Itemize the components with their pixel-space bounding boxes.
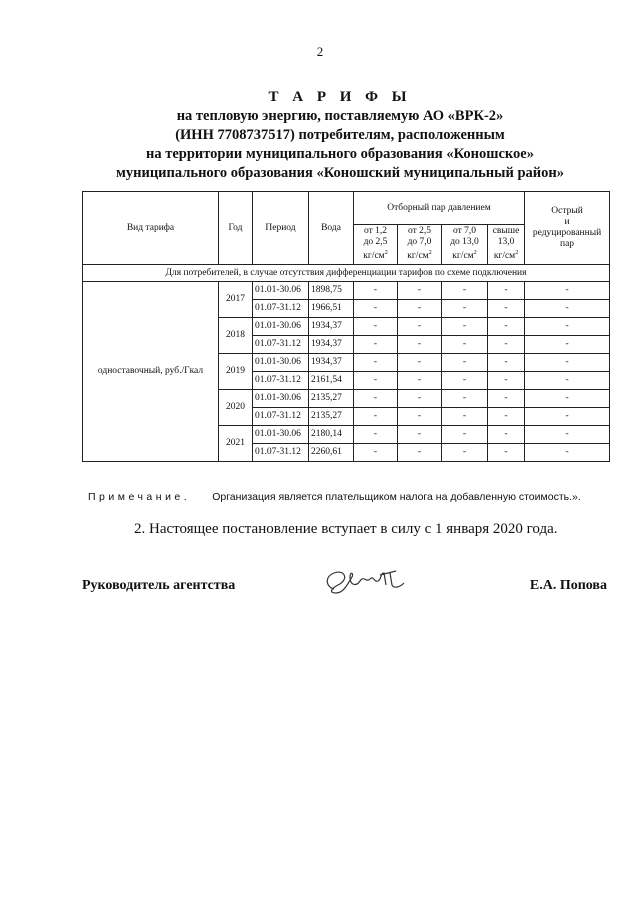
steam-col-line: до 7,0 [407,237,432,248]
dash-cell: - [398,336,442,354]
tariff-label: одноставочный, руб./Гкал [83,282,219,462]
year-cell: 2018 [219,318,253,354]
dash-cell: - [398,444,442,462]
dash-cell: - [525,408,610,426]
steam-col-line: от 2,5 [407,226,432,237]
water-cell: 1934,37 [309,318,354,336]
period-cell: 01.01-30.06 [253,354,309,372]
dash-cell: - [442,300,488,318]
header-steam-group: Отборный пар давлением [354,192,525,225]
dash-cell: - [398,390,442,408]
dash-cell: - [488,426,525,444]
steam-col-unit: $кг/см^2$ [493,250,519,262]
dash-cell: - [488,282,525,300]
document-title [40,88,640,183]
period-cell: 01.07-31.12 [253,336,309,354]
header-sharp-steam-line: Острый [551,206,583,216]
signer-position: Руководитель агентства [82,578,236,593]
water-cell: 2180,14 [309,426,354,444]
year-cell: 2017 [219,282,253,318]
dash-cell: - [354,318,398,336]
period-cell: 01.01-30.06 [253,390,309,408]
dash-cell: - [398,282,442,300]
dash-cell: - [442,372,488,390]
header-tariff-type: Вид тарифа [83,192,219,265]
dash-cell: - [354,390,398,408]
dash-cell: - [442,354,488,372]
title-line: на территории муниципального образования «Коношское» [145,146,534,162]
dash-cell: - [525,372,610,390]
title-line: (ИНН 7708737517) потребителям, расположенным [175,127,505,143]
dash-cell: - [525,354,610,372]
decree-text: 2. Настоящее постановление вступает в силу с 1 января 2020 года. [134,521,558,537]
dash-cell: - [442,336,488,354]
title-line: муниципального образования «Коношский муниципальный район» [115,165,564,181]
dash-cell: - [442,444,488,462]
dash-cell: - [442,318,488,336]
dash-cell: - [488,444,525,462]
dash-cell: - [354,444,398,462]
dash-cell: - [354,426,398,444]
page-number: 2 [316,44,324,59]
dash-cell: - [354,354,398,372]
dash-cell: - [398,300,442,318]
dash-cell: - [398,408,442,426]
steam-col-line: до 2,5 [363,237,388,248]
dash-cell: - [525,318,610,336]
dash-cell: - [442,426,488,444]
section-row: Для потребителей, в случае отсутствия дифференциации тарифов по схеме подключения [83,265,610,282]
water-cell: 2161,54 [309,372,354,390]
dash-cell: - [354,300,398,318]
water-cell: 2135,27 [309,408,354,426]
dash-cell: - [525,444,610,462]
dash-cell: - [525,336,610,354]
header-sharp-steam [525,192,610,265]
dash-cell: - [488,354,525,372]
water-cell: 1966,51 [309,300,354,318]
period-cell: 01.07-31.12 [253,300,309,318]
steam-col-line: 13,0 [497,237,515,248]
dash-cell: - [442,390,488,408]
dash-cell: - [488,318,525,336]
signer-name: Е.А. Попова [529,578,607,593]
dash-cell: - [354,336,398,354]
title-line: на тепловую энергию, поставляемую АО «ВРК-2» [176,108,504,124]
dash-cell: - [488,390,525,408]
period-cell: 01.01-30.06 [253,282,309,300]
dash-cell: - [488,408,525,426]
year-cell: 2020 [219,390,253,426]
header-sharp-steam-line: и [564,217,570,227]
dash-cell: - [442,282,488,300]
header-steam-col [398,225,442,265]
water-cell: 2135,27 [309,390,354,408]
period-cell: 01.07-31.12 [253,408,309,426]
dash-cell: - [525,426,610,444]
note-text: Организация является плательщиком налога на добавленную стоимость.». [212,491,581,503]
note-label: Примечание. [88,491,191,503]
period-cell: 01.07-31.12 [253,372,309,390]
header-steam-col [488,225,525,265]
header-sharp-steam-line: редуцированный [532,228,602,238]
steam-col-line: от 1,2 [363,226,388,237]
dash-cell: - [488,336,525,354]
water-cell: 1934,37 [309,354,354,372]
steam-col-unit: $кг/см^2$ [363,250,388,262]
dash-cell: - [525,282,610,300]
period-cell: 01.07-31.12 [253,444,309,462]
header-steam-col [442,225,488,265]
steam-col-unit: $кг/см^2$ [452,250,477,262]
dash-cell: - [398,426,442,444]
steam-col-line: от 7,0 [452,226,477,237]
table-row [83,282,610,300]
period-cell: 01.01-30.06 [253,318,309,336]
dash-cell: - [488,372,525,390]
note [88,491,581,503]
steam-col-unit: $кг/см^2$ [407,250,432,262]
year-cell: 2021 [219,426,253,462]
dash-cell: - [354,372,398,390]
dash-cell: - [354,282,398,300]
header-water: Вода [309,192,354,265]
header-period: Период [253,192,309,265]
dash-cell: - [354,408,398,426]
signature-block [82,575,607,605]
water-cell: 2260,61 [309,444,354,462]
dash-cell: - [398,354,442,372]
dash-cell: - [525,390,610,408]
header-year: Год [219,192,253,265]
water-cell: 1898,75 [309,282,354,300]
tariffs-table [82,191,610,462]
dash-cell: - [525,300,610,318]
dash-cell: - [442,408,488,426]
dash-cell: - [488,300,525,318]
dash-cell: - [398,372,442,390]
dash-cell: - [398,318,442,336]
steam-col-line: свыше [492,226,520,237]
title-main: Т А Р И Ф Ы [268,89,412,105]
signature-icon [320,563,430,599]
header-sharp-steam-line: пар [560,239,575,249]
period-cell: 01.01-30.06 [253,426,309,444]
steam-col-line: до 13,0 [450,237,479,248]
water-cell: 1934,37 [309,336,354,354]
header-steam-col [354,225,398,265]
year-cell: 2019 [219,354,253,390]
